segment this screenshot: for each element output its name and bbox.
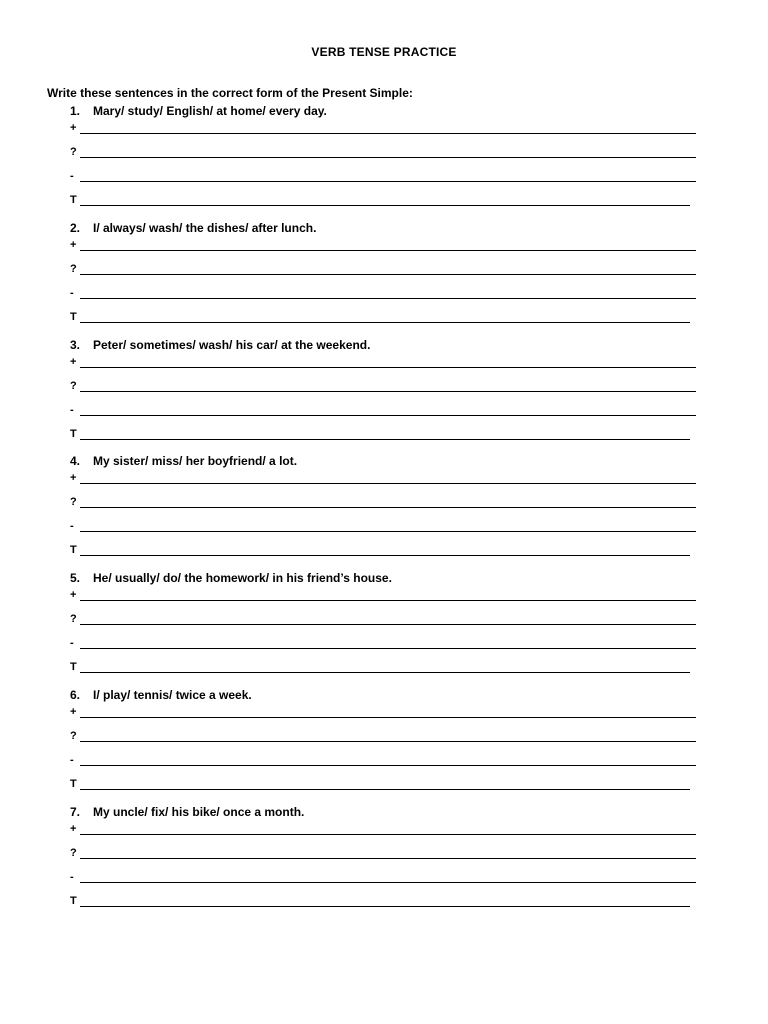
answer-marker: T xyxy=(70,310,77,323)
answer-line[interactable] xyxy=(70,543,696,557)
answer-rule xyxy=(80,834,696,835)
answer-marker: - xyxy=(70,403,74,416)
exercise-prompt xyxy=(70,220,316,237)
answer-marker: - xyxy=(70,753,74,766)
exercise-item xyxy=(70,804,696,921)
exercise-prompt xyxy=(70,453,297,470)
exercise-number: 7. xyxy=(70,804,81,819)
answer-marker: + xyxy=(70,122,77,134)
answer-rule xyxy=(80,648,696,649)
exercise-prompt-text: I/ always/ wash/ the dishes/ after lunch. xyxy=(93,220,317,235)
answer-marker: T xyxy=(70,544,77,557)
answer-rule xyxy=(80,181,696,182)
answer-line[interactable] xyxy=(70,495,696,509)
answer-line[interactable] xyxy=(70,169,696,183)
answer-line[interactable] xyxy=(70,777,696,791)
exercise-item xyxy=(70,687,696,804)
answer-line[interactable] xyxy=(70,636,696,650)
answer-line[interactable] xyxy=(70,427,696,441)
answer-marker: T xyxy=(70,777,77,790)
answer-marker: T xyxy=(70,894,77,907)
answer-line[interactable] xyxy=(70,705,696,719)
answer-rule xyxy=(80,624,696,625)
answer-rule xyxy=(80,274,696,275)
answer-marker: + xyxy=(70,472,77,485)
answer-line[interactable] xyxy=(70,262,696,276)
answer-rule xyxy=(80,367,696,368)
answer-line[interactable] xyxy=(70,145,696,159)
answer-marker: ? xyxy=(70,729,77,742)
answer-line[interactable] xyxy=(70,121,696,135)
exercise-item xyxy=(70,570,696,687)
exercise-prompt-text: My uncle/ fix/ his bike/ once a month. xyxy=(93,804,305,819)
answer-rule xyxy=(80,600,696,601)
answer-line[interactable] xyxy=(70,729,696,743)
answer-rule xyxy=(80,717,696,718)
answer-rule xyxy=(80,483,696,484)
answer-rule xyxy=(80,531,696,532)
answer-rule xyxy=(80,507,696,508)
exercise-prompt-text: Mary/ study/ English/ at home/ every day. xyxy=(93,104,327,118)
page-title: VERB TENSE PRACTICE xyxy=(311,45,457,59)
answer-marker: + xyxy=(70,238,77,251)
answer-line[interactable] xyxy=(70,238,696,252)
answer-rule xyxy=(80,298,696,299)
exercise-prompt-text: He/ usually/ do/ the homework/ in his friend’s house. xyxy=(93,571,392,586)
answer-rule xyxy=(80,789,690,790)
answer-rule xyxy=(80,322,690,323)
answer-marker: + xyxy=(70,822,77,835)
answer-line[interactable] xyxy=(70,403,696,417)
answer-rule xyxy=(80,741,696,742)
answer-marker: + xyxy=(70,355,77,368)
exercise-prompt-text: I/ play/ tennis/ twice a week. xyxy=(93,687,252,702)
answer-line[interactable] xyxy=(70,660,696,674)
exercise-item xyxy=(70,103,696,220)
answer-rule xyxy=(80,205,690,206)
answer-line[interactable] xyxy=(70,753,696,767)
answer-marker: ? xyxy=(70,846,77,859)
answer-rule xyxy=(80,439,690,440)
answer-marker: T xyxy=(70,661,77,674)
answer-marker: - xyxy=(70,637,74,650)
answer-line[interactable] xyxy=(70,612,696,626)
exercise-prompt xyxy=(70,103,327,120)
answer-marker: ? xyxy=(70,262,77,275)
answer-line[interactable] xyxy=(70,822,696,836)
answer-line[interactable] xyxy=(70,355,696,369)
answer-line[interactable] xyxy=(70,846,696,860)
exercise-number: 4. xyxy=(70,454,81,469)
answer-line[interactable] xyxy=(70,519,696,533)
exercise-prompt xyxy=(70,570,392,587)
answer-marker: T xyxy=(70,194,77,206)
answer-rule xyxy=(80,133,696,134)
exercise-number: 5. xyxy=(70,571,81,586)
answer-rule xyxy=(80,672,690,673)
answer-marker: - xyxy=(70,286,74,299)
exercise-item xyxy=(70,220,696,337)
answer-line[interactable] xyxy=(70,193,696,207)
answer-rule xyxy=(80,391,696,392)
answer-marker: + xyxy=(70,705,77,718)
exercise-number: 6. xyxy=(70,687,81,702)
exercise-item xyxy=(70,453,696,570)
answer-marker: - xyxy=(70,520,74,533)
answer-rule xyxy=(80,882,696,883)
answer-rule xyxy=(80,415,696,416)
exercise-prompt xyxy=(70,687,252,704)
exercise-number: 2. xyxy=(70,220,81,235)
answer-marker: T xyxy=(70,427,77,440)
answer-line[interactable] xyxy=(70,379,696,393)
exercise-prompt-text: Peter/ sometimes/ wash/ his car/ at the weekend. xyxy=(93,337,371,352)
answer-rule xyxy=(80,157,696,158)
answer-marker: + xyxy=(70,589,77,602)
exercise-prompt-text: My sister/ miss/ her boyfriend/ a lot. xyxy=(93,454,298,469)
answer-marker: - xyxy=(70,870,74,883)
answer-line[interactable] xyxy=(70,286,696,300)
answer-line[interactable] xyxy=(70,894,696,908)
answer-marker: - xyxy=(70,170,74,182)
answer-marker: ? xyxy=(70,496,77,509)
instruction-text: Write these sentences in the correct form of the Present Simple: xyxy=(47,86,413,100)
answer-rule xyxy=(80,858,696,859)
answer-line[interactable] xyxy=(70,588,696,602)
answer-line[interactable] xyxy=(70,471,696,485)
exercise-list xyxy=(70,103,696,921)
exercise-number: 3. xyxy=(70,337,81,352)
answer-rule xyxy=(80,765,696,766)
answer-rule xyxy=(80,250,696,251)
exercise-prompt xyxy=(70,804,304,821)
answer-line[interactable] xyxy=(70,310,696,324)
answer-marker: ? xyxy=(70,146,77,158)
exercise-number: 1. xyxy=(70,104,81,118)
answer-rule xyxy=(80,555,690,556)
answer-line[interactable] xyxy=(70,870,696,884)
exercise-item xyxy=(70,337,696,454)
answer-rule xyxy=(80,906,690,907)
exercise-prompt xyxy=(70,337,370,354)
answer-marker: ? xyxy=(70,379,77,392)
answer-marker: ? xyxy=(70,613,77,626)
